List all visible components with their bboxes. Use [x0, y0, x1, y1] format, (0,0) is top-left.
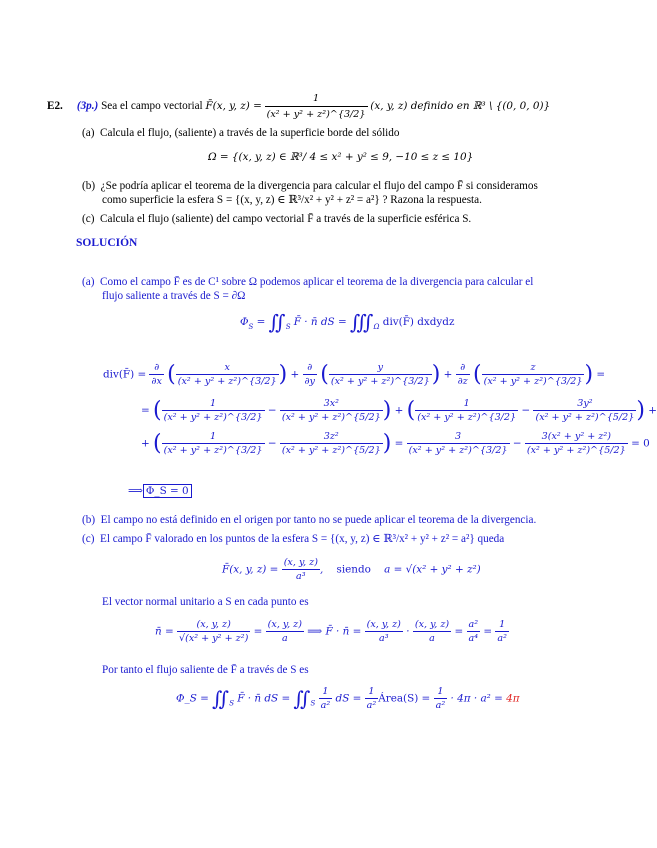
- problem-item-a: [82, 127, 399, 140]
- sol-b-label: (b): [82, 514, 96, 526]
- item-c-text: Calcula el flujo (saliente) del campo vectorial F̄ a través de la superficie esférica S.: [100, 213, 472, 225]
- solution-c: [82, 533, 504, 546]
- div-line-3: + ( $\frac{1}{\text{(x² + y² + z²)\textasciicircum{}\{3/2\}}}$ − $\frac{\text{3z²}}{\text{(x² + y² + z²)\textasciicircum{}\{5/2\}}}$ ) = $\frac{3}{\text{(x² + y² + z²)\textasciicircum{}\{3/2\}}}$ − $\frac{\text{3(x² + y² + z²)}}{\text{(x² + y² + z²)\textasciicircum{}\{5/2\}}}$ = 0: [141, 431, 650, 456]
- final-f2-den: a²: [366, 700, 377, 711]
- final-flux-equation: [176, 686, 520, 711]
- item-b-label: (b): [82, 180, 96, 192]
- field-rhs: (x, y, z) definido en ℝ³ \ {(0, 0, 0)}: [370, 100, 551, 112]
- div-line-2: = ( $\frac{1}{\text{(x² + y² + z²)\textasciicircum{}\{3/2\}}}$ − $\frac{\text{3x²}}{\text{(x² + y² + z²)\textasciicircum{}\{5/2\}}}$ ) + ( $\frac{1}{\text{(x² + y² + z²)\textasciicircum{}\{3/2\}}}$ − $\frac{\text{3y²}}{\text{(x² + y² + z²)\textasciicircum{}\{5/2\}}}$ ) +: [141, 398, 657, 423]
- final-area: Área(S) =: [378, 692, 431, 705]
- l2-plus-end: +: [648, 404, 657, 417]
- frac-y-den: (x² + y² + z²)^{3/2}: [330, 376, 430, 387]
- frac-x-num: x: [224, 362, 230, 373]
- n-lhs: n̄ =: [155, 625, 174, 638]
- l3-f2-num: 3z²: [323, 431, 339, 442]
- l2-f2-num: 3x²: [323, 398, 339, 409]
- field-fraction: [265, 92, 368, 121]
- boxed-result-row: [128, 485, 192, 497]
- partial-x-den: ∂x: [151, 376, 162, 387]
- l3-f3-num: 3: [455, 431, 462, 442]
- n-f2-den: a: [413, 631, 451, 644]
- final-int-sub-1: S: [229, 699, 234, 708]
- sol-c-text: El campo F̄ valorado en los puntos de la esfera S = {(x, y, z) ∈ ℝ³/x² + y² + z² = a²} queda: [100, 533, 505, 545]
- item-b-line1: ¿Se podría aplicar el teorema de la divergencia para calcular el flujo del campo F̄ si consideramos: [100, 180, 538, 192]
- final-ds: dS =: [335, 692, 362, 705]
- c-a-def: a = √(x² + y² + z²): [384, 563, 481, 576]
- n-implies: ⟹ F̄ · n̄ =: [307, 625, 362, 638]
- problem-item-b: [82, 180, 538, 193]
- l3-f2-den: (x² + y² + z²)^{5/2}: [281, 445, 381, 456]
- l2-f4-num: 3y²: [577, 398, 593, 409]
- partial-x-num: ∂: [154, 362, 160, 373]
- final-f1-num: 1: [322, 686, 329, 697]
- l2-plus: +: [394, 404, 404, 417]
- n-f3-den: a⁴: [468, 633, 479, 644]
- frac-z-num: z: [530, 362, 536, 373]
- problem-statement: [47, 92, 550, 121]
- solution-b: [82, 514, 536, 527]
- n-num: (x, y, z): [196, 619, 231, 630]
- final-lhs: Φ_S =: [176, 692, 209, 705]
- problem-item-c: [82, 213, 471, 226]
- l3-equals: =: [394, 437, 404, 450]
- partial-z-num: ∂: [460, 362, 466, 373]
- n-num2: (x, y, z): [267, 619, 302, 630]
- l3-plus: +: [141, 437, 150, 450]
- sol-a-line1: Como el campo F̄ es de C¹ sobre Ω podemos aplicar el teorema de la divergencia para calcular el: [100, 276, 534, 288]
- sol-a-label: (a): [82, 276, 95, 288]
- item-c-label: (c): [82, 213, 95, 225]
- frac-z-den: (x² + y² + z²)^{3/2}: [483, 376, 583, 387]
- final-f3-num: 1: [437, 686, 444, 697]
- div-lhs: div(F̄) =: [103, 368, 147, 381]
- triple-integral-icon: ∭: [350, 310, 374, 334]
- int-sub-s: S: [285, 323, 291, 331]
- flux-phi-sub: S: [248, 323, 254, 331]
- n-f4-den: a²: [497, 633, 507, 644]
- sol-a-line2: flujo saliente a través de S = ∂Ω: [102, 290, 246, 302]
- n-dot: ·: [406, 625, 410, 638]
- final-4pi: · 4π · a² =: [450, 692, 503, 705]
- frac-x-den: (x² + y² + z²)^{3/2}: [177, 376, 277, 387]
- l2-f2-den: (x² + y² + z²)^{5/2}: [281, 412, 381, 423]
- final-f1-den: a²: [320, 700, 331, 711]
- item-b-line2: como superficie la esfera S = {(x, y, z) ∈ ℝ³/x² + y² + z² = a²} ? Razona la respuesta.: [102, 194, 482, 206]
- l2-f3-num: 1: [463, 398, 470, 409]
- c-field-num: (x, y, z): [283, 557, 318, 568]
- l3-minus-2: −: [512, 437, 522, 450]
- l3-minus-1: −: [267, 437, 277, 450]
- flux-conclusion-text: Por tanto el flujo saliente de F̄ a través de S es: [102, 664, 309, 676]
- implies-arrow-icon: ⟹: [128, 485, 143, 497]
- l2-minus-2: −: [521, 404, 531, 417]
- problem-label: E2.: [47, 100, 63, 112]
- field-lhs: F̄(x, y, z) =: [205, 100, 262, 112]
- item-a-label: (a): [82, 127, 95, 139]
- field-den: (x² + y² + z²)^{3/2}: [265, 106, 368, 121]
- n-f1-num: (x, y, z): [366, 619, 401, 630]
- sol-b-text: El campo no está definido en el origen por tanto no se puede aplicar el teorema de la divergencia.: [100, 514, 537, 526]
- plus-2: +: [443, 368, 453, 381]
- final-result: 4π: [506, 692, 520, 705]
- normal-vector-text: El vector normal unitario a S en cada punto es: [102, 596, 309, 608]
- l2-f3-den: (x² + y² + z²)^{3/2}: [417, 412, 517, 423]
- plus-1: +: [290, 368, 300, 381]
- field-on-sphere: F̄(x, y, z) = $\frac{(x, y, z)}{\text{a³}}$ , siendo a = √(x² + y² + z²): [222, 557, 481, 582]
- l3-f4-den: (x² + y² + z²)^{5/2}: [526, 445, 626, 456]
- c-field-lhs: F̄(x, y, z) =: [222, 563, 279, 576]
- l3-f4-num: 3(x² + y² + z²): [541, 431, 611, 442]
- l3-f1-den: (x² + y² + z²)^{3/2}: [163, 445, 263, 456]
- n-den: √(x² + y² + z²): [179, 633, 249, 644]
- final-mid: F̄ · n̄ dS =: [237, 692, 291, 705]
- final-f3-den: a²: [435, 700, 446, 711]
- final-int-sub-2: S: [310, 699, 316, 708]
- final-double-integral-icon-2: ∬: [293, 686, 311, 711]
- solution-heading: SOLUCIÓN: [76, 237, 138, 249]
- sol-c-label: (c): [82, 533, 95, 545]
- n-f4-num: 1: [499, 619, 506, 630]
- partial-y-den: ∂y: [304, 376, 315, 387]
- l2-f4-den: (x² + y² + z²)^{5/2}: [535, 412, 635, 423]
- div-line-1: div(F̄) = ∂ ∂x ( $\frac{x}{\text{(x² + y² + z²)\textasciicircum{}\{3/2\}}}$ ) + ∂ ∂y ( $\frac{y}{\text{(x² + y² + z²)\textasciicircum{}\{3/2\}}}$ ) + ∂ ∂z ( $\frac{z}{\text{(x² + y² + z²)\textasciicircum{}\{3/2\}}}$ ) =: [103, 362, 606, 387]
- l2-minus-1: −: [267, 404, 277, 417]
- flux-rhs: div(F̄) dxdydz: [382, 316, 455, 328]
- solution-a: [82, 276, 533, 289]
- partial-z-den: ∂z: [457, 376, 468, 387]
- normal-vector-equation: n̄ = $\frac{(x, y, z)}{\text{√(x² + y² + z²)}}$ = $\frac{(x, y, z)}{a}$ ⟹ F̄ · n̄ = $\frac{(x, y, z)}{\text{a³}}$ · $\frac{(x, y, z)}{a}$ = $\frac{\text{a²}}{\text{a⁴}}$ = $\frac{1}{\text{a²}}$: [155, 619, 507, 644]
- l3-f3-den: (x² + y² + z²)^{3/2}: [408, 445, 508, 456]
- final-double-integral-icon: ∬: [212, 686, 230, 711]
- flux-phi: Φ: [240, 316, 249, 328]
- l2-f1-den: (x² + y² + z²)^{3/2}: [163, 412, 263, 423]
- item-a-text: Calcula el flujo, (saliente) a través de la superficie borde del sólido: [100, 127, 400, 139]
- l3-f1-num: 1: [210, 431, 217, 442]
- n-f1-den: a³: [365, 631, 403, 644]
- partial-y-num: ∂: [307, 362, 313, 373]
- equals-1: =: [596, 368, 606, 381]
- l2-f1-num: 1: [210, 398, 217, 409]
- equals-2: =: [141, 404, 150, 417]
- problem-intro: Sea el campo vectorial: [101, 100, 203, 112]
- frac-y-num: y: [377, 362, 384, 373]
- domain-omega: Ω = {(x, y, z) ∈ ℝ³/ 4 ≤ x² + y² ≤ 9, −10 ≤ z ≤ 10}: [208, 151, 474, 163]
- n-f2-num: (x, y, z): [414, 619, 450, 630]
- c-field-den: a³: [282, 569, 320, 582]
- n-den2: a: [266, 631, 304, 644]
- flux-equation: $\Phi_S$ = $∬_S$ F̄ · n̄ dS = $∭_\Omega$ div(F̄) dxdydz: [240, 310, 455, 334]
- flux-mid: F̄ · n̄ dS =: [293, 316, 347, 328]
- final-f2-num: 1: [368, 686, 375, 697]
- boxed-flux-zero: Φ_S = 0: [143, 484, 192, 498]
- field-num: 1: [313, 93, 320, 104]
- n-f3-num: a²: [468, 619, 479, 630]
- c-siendo: siendo: [336, 563, 371, 576]
- l3-zero: = 0: [631, 437, 650, 450]
- int-sub-omega: Ω: [373, 323, 380, 331]
- problem-points: (3p.): [76, 100, 99, 112]
- double-integral-icon: ∬: [268, 310, 286, 334]
